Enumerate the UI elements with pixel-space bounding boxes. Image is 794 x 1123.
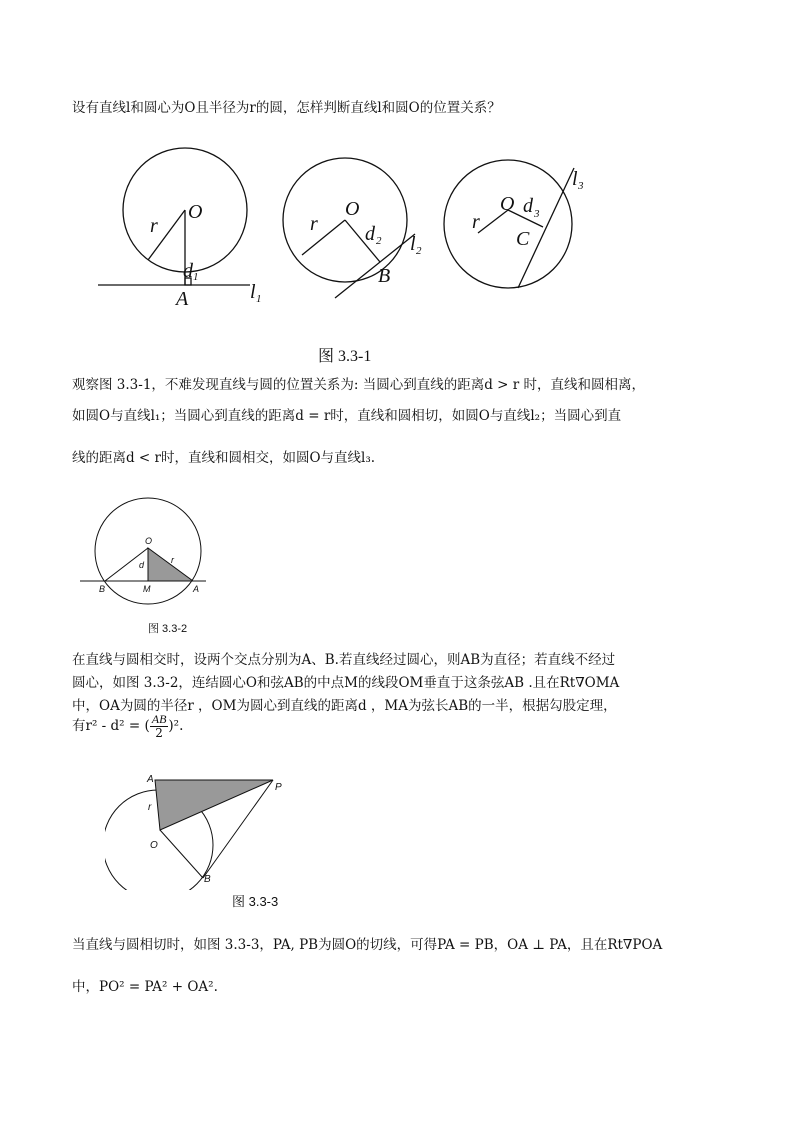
para2-line1: 在直线与圆相交时，设两个交点分别为A、B.若直线经过圆心，则AB为直径；若直线不经过 bbox=[72, 652, 616, 668]
label-r2: r bbox=[310, 213, 318, 235]
label-l1: l bbox=[250, 281, 256, 303]
label-B: B bbox=[99, 584, 106, 594]
label-r: r bbox=[148, 802, 152, 813]
label-d2: d bbox=[365, 223, 375, 245]
figure-2-caption: 图 3.3-2 bbox=[148, 623, 188, 635]
label-l2: l bbox=[410, 233, 416, 255]
label-l3-sub: 3 bbox=[578, 180, 584, 192]
formula-prefix: 有r² - d² = ( bbox=[72, 718, 150, 734]
label-d3: d bbox=[523, 195, 533, 217]
label-d: d bbox=[139, 560, 145, 570]
figure-3-3-2 bbox=[75, 496, 210, 611]
para2-line4 bbox=[72, 713, 183, 740]
para3-line2: 中，PO² = PA² + OA². bbox=[72, 979, 218, 995]
label-d3-sub: 3 bbox=[534, 208, 540, 220]
fraction-denominator: 2 bbox=[155, 726, 163, 740]
label-M: M bbox=[143, 584, 151, 594]
formula-suffix: )². bbox=[168, 718, 184, 734]
label-r3: r bbox=[472, 211, 480, 233]
radius-OB bbox=[160, 830, 203, 878]
label-O: O bbox=[150, 840, 158, 851]
figure-3-3-3 bbox=[105, 770, 290, 890]
label-O: O bbox=[145, 536, 153, 546]
para1-line1: 观察图 3.3-1，不难发现直线与圆的位置关系为: 当圆心到直线的距离d > r 时，直线和圆相离， bbox=[72, 377, 646, 393]
label-d2-sub: 2 bbox=[376, 235, 382, 247]
radius-2 bbox=[302, 220, 345, 255]
label-l1-sub: 1 bbox=[256, 293, 262, 305]
figure-3-caption: 图 3.3-3 bbox=[232, 894, 279, 909]
figure-1-caption: 图 3.3-1 bbox=[318, 348, 372, 365]
fraction-numerator: AB bbox=[151, 712, 167, 726]
fraction bbox=[150, 713, 169, 740]
para1-line2: 如圆O与直线l₁；当圆心到直线的距离d = r时，直线和圆相切，如圆O与直线l₂；当圆心到直 bbox=[72, 408, 622, 424]
label-A: A bbox=[176, 288, 189, 310]
para2-line2: 圆心，如图 3.3-2，连结圆心O和弦AB的中点M的线段OM垂直于这条弦AB .且在Rt∇OMA bbox=[72, 675, 620, 691]
line-l2 bbox=[335, 234, 415, 298]
label-O2b: O bbox=[345, 198, 360, 220]
para1-line3: 线的距离d < r时，直线和圆相交，如圆O与直线l₃. bbox=[72, 450, 376, 466]
figure-3-3-1 bbox=[90, 140, 590, 315]
label-l3: l bbox=[572, 168, 578, 190]
label-d1-sub: 1 bbox=[193, 271, 199, 283]
label-d1: d bbox=[183, 260, 193, 282]
label-A: A bbox=[147, 774, 154, 785]
label-B: B bbox=[204, 874, 211, 885]
intro-question: 设有直线l和圆心为O且半径为r的圆，怎样判断直线l和圆O的位置关系？ bbox=[72, 100, 501, 116]
label-l2-sub: 2 bbox=[416, 245, 422, 257]
label-O1: O bbox=[188, 201, 203, 223]
label-r1: r bbox=[150, 215, 158, 237]
label-O3: O bbox=[500, 193, 515, 215]
circle-3 bbox=[444, 160, 572, 288]
para3-line1: 当直线与圆相切时，如图 3.3-3，PA, PB为圆O的切线，可得PA = PB，OA ⊥ PA，且在Rt∇POA bbox=[72, 937, 663, 953]
label-P: P bbox=[275, 782, 282, 793]
label-A: A bbox=[193, 584, 200, 594]
label-C: C bbox=[516, 228, 530, 250]
para2-line3: 中，OA为圆的半径r ，OM为圆心到直线的距离d ，MA为弦长AB的一半，根据勾股定理， bbox=[72, 698, 617, 714]
label-r: r bbox=[171, 555, 174, 565]
label-B: B bbox=[378, 265, 391, 287]
